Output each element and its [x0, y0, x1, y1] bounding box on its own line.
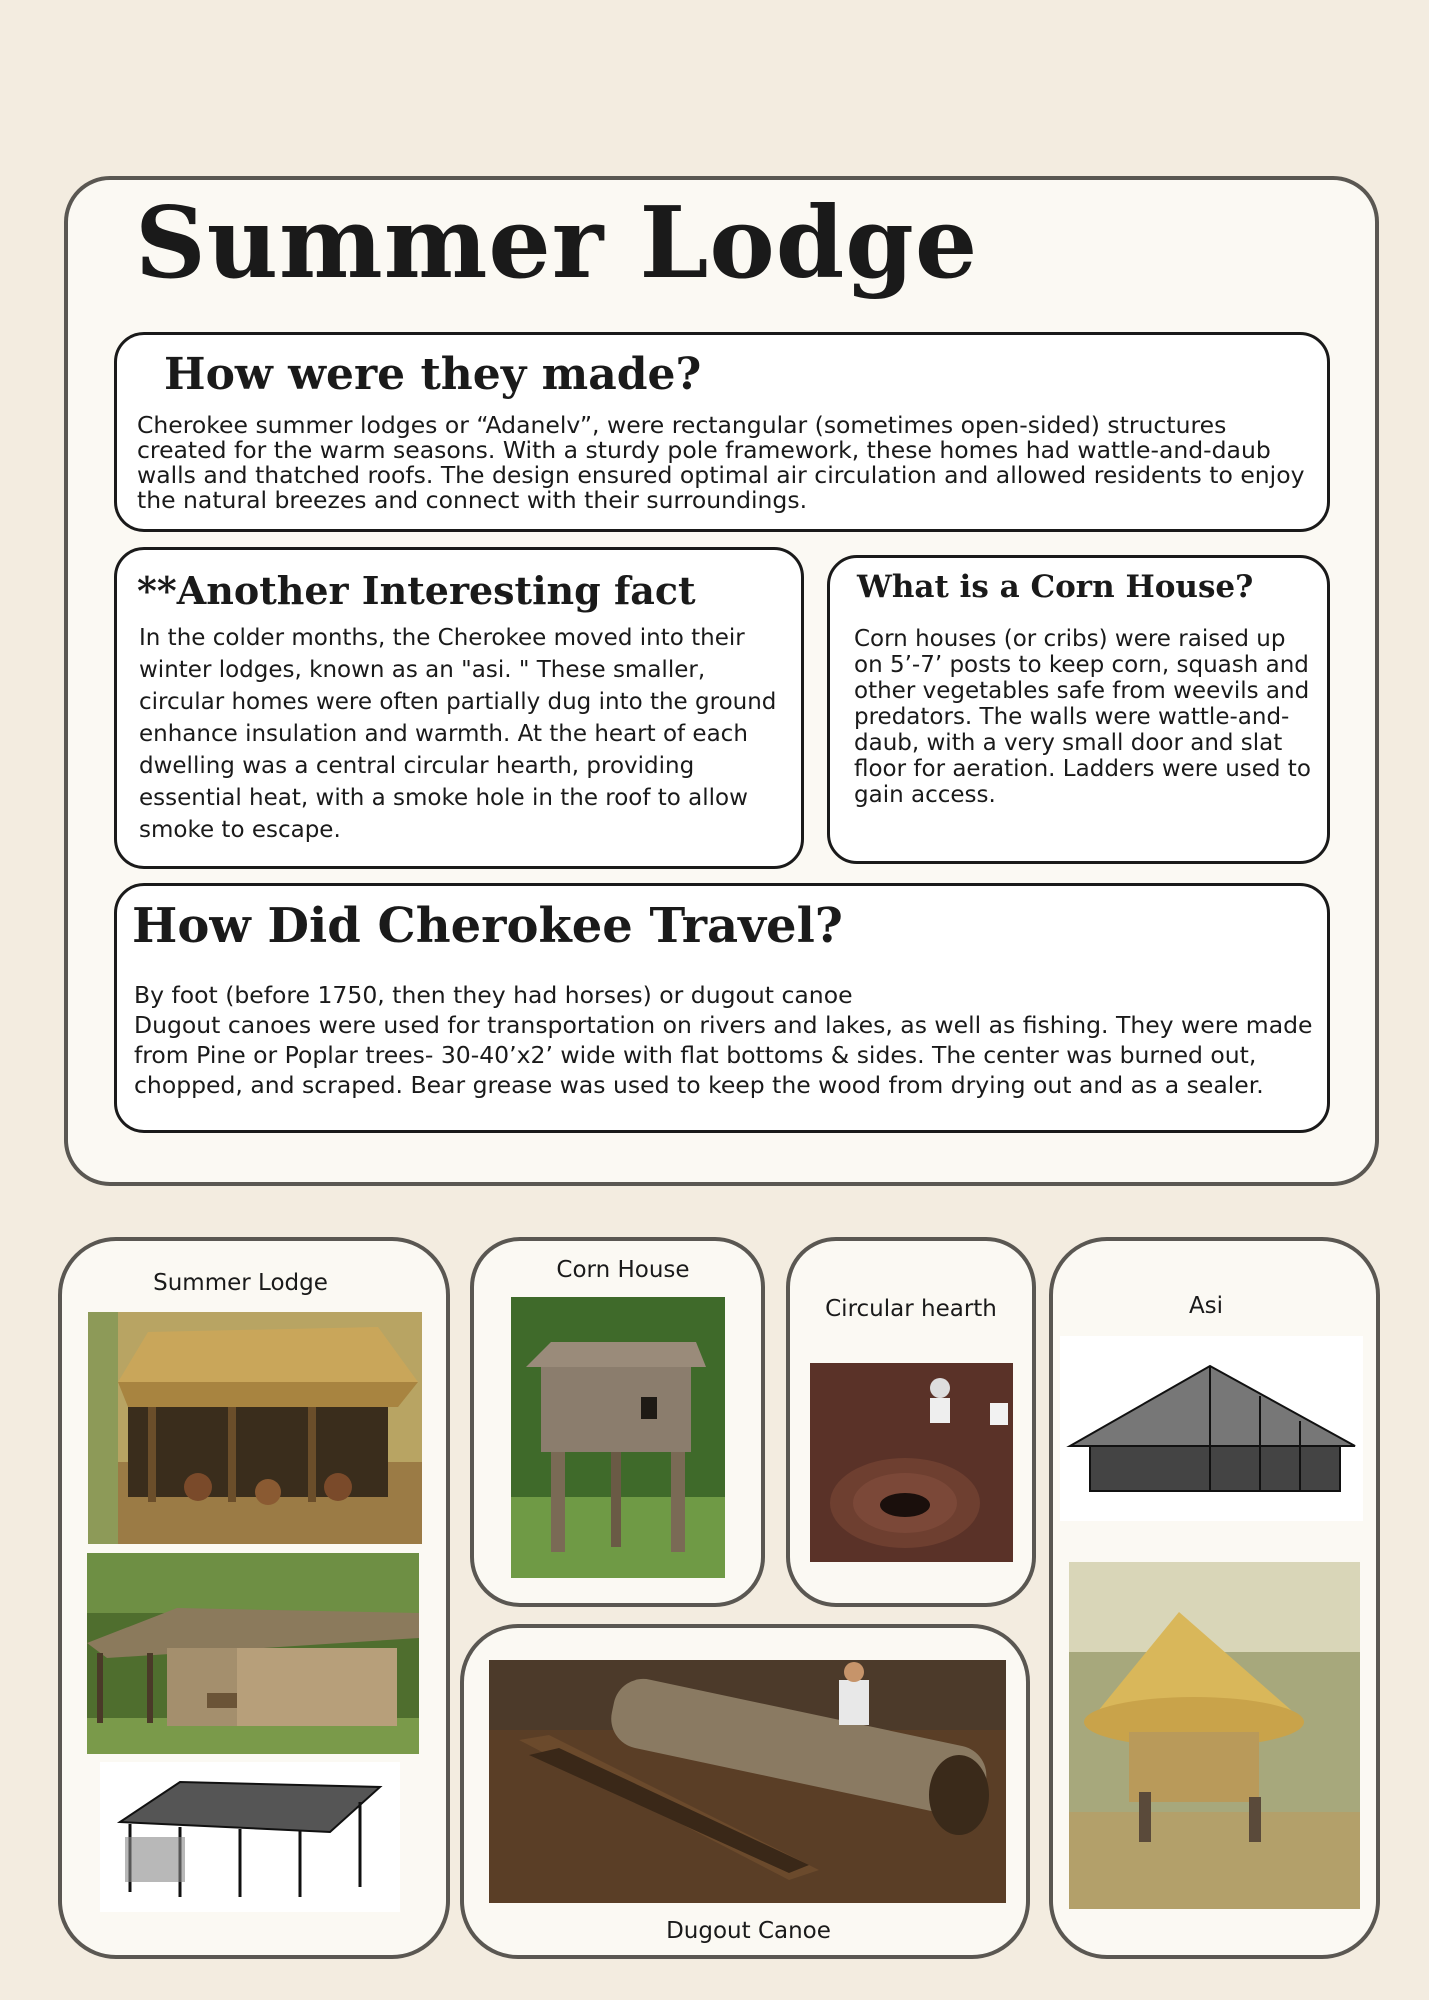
asi-caption: Asi — [1188, 1293, 1224, 1319]
corn-house-caption: Corn House — [556, 1257, 690, 1283]
circular-hearth-photo-image — [810, 1363, 1013, 1562]
fact-body: In the colder months, the Cherokee moved into their winter lodges, known as an "asi. " These smaller, circular homes were often partially dug into the ground enhance insulation and warmth. At the heart of each dwelling was a central circular hearth, providing essential heat, with a smoke hole in the roof to allow smoke to escape. — [139, 625, 777, 843]
how-made-heading: How were they made? — [164, 349, 702, 400]
canoe-caption: Dugout Canoe — [666, 1918, 831, 1944]
travel-body: Dugout canoes were used for transportation on rivers and lakes, as well as fishing. They were made from Pine or Poplar trees- 30-40’x2’ wide with flat bottoms & sides. The center was burned out, chopped, and scraped. Bear grease was used to keep the wood from drying out and as a sealer. — [134, 1011, 1313, 1099]
how-made-body: Cherokee summer lodges or “Adanelv”, were rectangular (sometimes open-sided) structures created for the warm seasons. With a sturdy pole framework, these homes had wattle-and-daub walls and thatched roofs. The design ensured optimal air circulation and allowed residents to enjoy the natural breezes and connect with their surroundings. — [137, 411, 1305, 514]
summer-lodge-caption: Summer Lodge — [153, 1270, 328, 1296]
asi-sketch-image — [1060, 1336, 1363, 1521]
travel-heading: How Did Cherokee Travel? — [132, 898, 843, 954]
corn-house-body: Corn houses (or cribs) were raised up on 5’-7’ posts to keep corn, squash and other vegetables safe from weevils and predators. The walls were wattle-and-daub, with a very small door and slat floor for aeration. Ladders were used to gain access. — [854, 626, 1311, 808]
summer-lodge-photo-image — [87, 1553, 419, 1754]
hearth-caption: Circular hearth — [825, 1296, 997, 1322]
corn-house-card — [827, 555, 1330, 864]
corn-house-photo-image — [511, 1297, 725, 1578]
travel-line1: By foot (before 1750, then they had horses) or dugout canoe — [134, 981, 853, 1009]
how-made-card — [114, 332, 1330, 532]
summer-lodge-painting-image — [88, 1312, 422, 1544]
travel-card — [114, 883, 1330, 1133]
asi-painting-image — [1069, 1562, 1360, 1909]
fact-card — [114, 547, 804, 869]
summer-lodge-sketch-image — [100, 1762, 400, 1912]
fact-heading: **Another Interesting fact — [137, 568, 696, 613]
dugout-canoe-photo-image — [489, 1660, 1006, 1903]
page-title: Summer Lodge — [135, 186, 979, 301]
corn-house-heading: What is a Corn House? — [857, 569, 1254, 605]
